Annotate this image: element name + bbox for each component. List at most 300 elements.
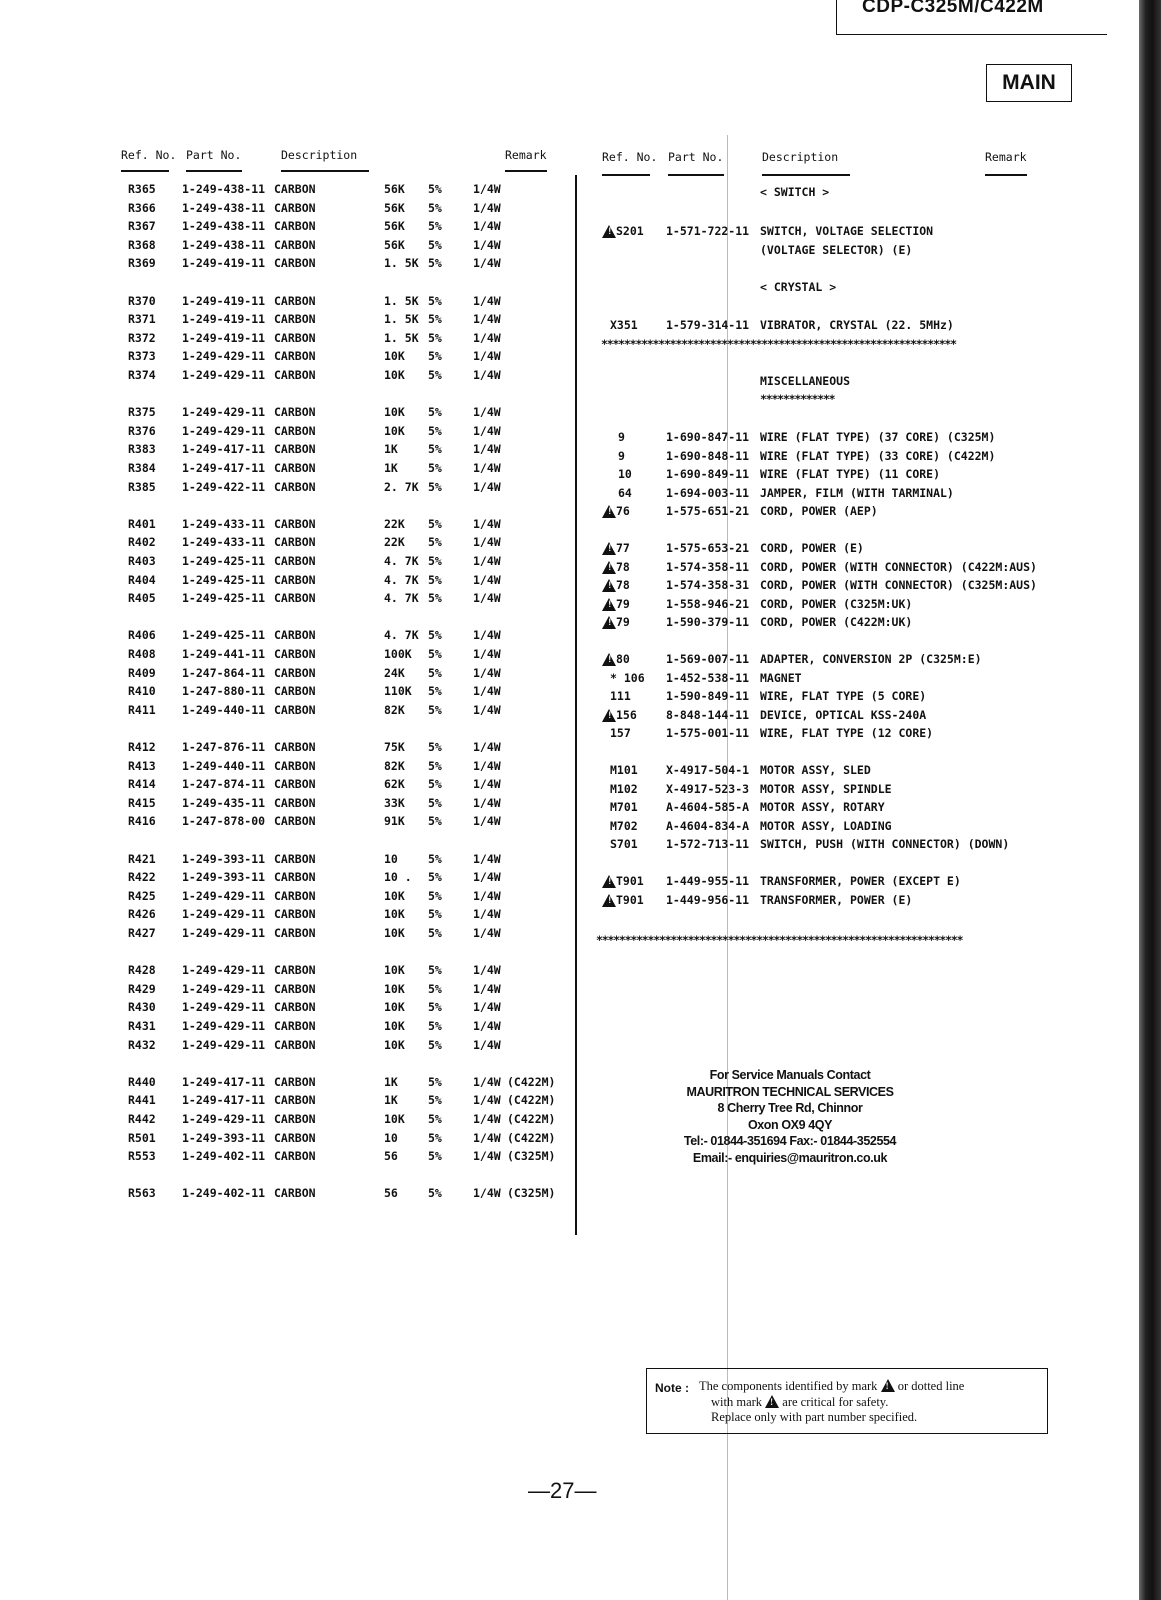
tolerance: 5% [428,851,442,866]
description: CARBON [274,907,316,922]
resistance-value: 10 . [384,870,412,885]
description: CARBON [274,349,316,364]
wattage: 1/4W [473,368,501,382]
tolerance: 5% [428,758,442,773]
warning-triangle-icon [602,875,616,888]
wattage: 1/4W [473,1037,501,1052]
description: CARBON [274,442,316,457]
resistance-value: 10 [384,851,398,866]
part-no: 1-249-433-11 [182,535,266,550]
part-no: 1-690-847-11 [666,430,750,444]
description: CARBON [274,702,316,717]
resistance-value: 75K [384,740,405,754]
tolerance: 5% [428,1000,442,1015]
ref-no: R429 [128,981,156,996]
tolerance: 5% [428,926,442,940]
wattage: 1/4W [473,665,501,680]
resistance-value: 10K [384,423,405,438]
ref-no: R425 [128,888,156,903]
part-no: 1-690-849-11 [666,467,750,481]
part-no: 1-249-425-11 [182,591,266,606]
part-no: 1-574-358-31 [666,578,750,592]
description: CARBON [274,795,316,810]
description: CORD, POWER (E) [760,541,864,555]
tolerance: 5% [428,1074,442,1089]
part-no: 1-694-003-11 [666,485,750,500]
wattage: 1/4W [473,1074,501,1089]
right-header-remark-underline [985,174,1027,176]
part-no: 1-249-429-11 [182,405,266,420]
part-no: 1-249-419-11 [182,312,266,327]
description: MOTOR ASSY, SPINDLE [760,781,892,796]
description: CARBON [274,647,316,661]
resistance-value: 24K [384,665,405,680]
tolerance: 5% [428,256,442,271]
description: CARBON [274,665,316,680]
part-no: 1-590-379-11 [666,615,750,629]
part-no: 1-249-440-11 [182,758,266,773]
part-no: 1-249-429-11 [182,981,266,996]
ref-no: R402 [128,535,156,550]
part-no: 1-249-429-11 [182,888,266,903]
description: CARBON [274,591,316,606]
description: CARBON [274,1019,316,1033]
part-no: 1-249-429-11 [182,1000,266,1015]
ref-no: R401 [128,516,156,531]
tolerance: 5% [428,219,442,234]
ref-no: R374 [128,368,156,382]
description: TRANSFORMER, POWER (E) [760,892,913,907]
ref-no: 9 [618,448,625,463]
part-no: 1-249-433-11 [182,516,266,531]
description: CARBON [274,1112,316,1126]
section-heading: MISCELLANEOUS [760,374,851,388]
part-no: 1-249-438-11 [182,237,266,252]
right-header-ref: Ref. No. [602,150,658,164]
resistance-value: 82K [384,702,405,717]
description: CARBON [274,870,316,885]
tolerance: 5% [428,293,442,308]
wattage: 1/4W [473,795,501,810]
part-no: 1-249-429-11 [182,907,266,922]
ref-no: R411 [128,702,156,717]
ref-no: R365 [128,182,156,196]
part-no: 1-452-538-11 [666,670,750,685]
ref-no: M101 [610,763,638,777]
ref-no: R410 [128,684,156,699]
tolerance: 5% [428,907,442,922]
resistance-value: 22K [384,535,405,550]
resistance-value: 10K [384,1037,405,1052]
ref-no: 79 [616,615,630,629]
ref-no: T901 [616,874,644,888]
ref-no: R375 [128,405,156,420]
wattage: 1/4W [473,293,501,308]
part-no: 1-249-419-11 [182,256,266,271]
description: SWITCH, PUSH (WITH CONNECTOR) (DOWN) [760,837,1010,851]
part-no: 1-249-425-11 [182,572,266,587]
resistance-value: 10K [384,1000,405,1015]
warning-triangle-icon [602,653,616,666]
description: CARBON [274,1149,316,1164]
ref-no: R376 [128,423,156,438]
tolerance: 5% [428,888,442,903]
description: CARBON [274,237,316,252]
tolerance: 5% [428,795,442,810]
wattage: 1/4W [473,461,501,475]
contact-line: MAURITRON TECHNICAL SERVICES [686,1084,894,1099]
description: WIRE (FLAT TYPE) (11 CORE) [760,467,941,481]
part-no: A-4604-585-A [666,800,750,814]
part-no: A-4604-834-A [666,818,750,833]
wattage: 1/4W [473,702,501,717]
tolerance: 5% [428,349,442,364]
part-no: 1-249-425-11 [182,628,266,643]
tolerance: 5% [428,1112,442,1126]
right-header-ref-underline [602,174,650,176]
part-no: 1-249-393-11 [182,1130,266,1145]
ref-no: R441 [128,1093,156,1108]
ref-no: X351 [610,318,638,332]
description: CARBON [274,1130,316,1145]
ref-no: R427 [128,926,156,940]
part-no: 1-247-874-11 [182,777,266,792]
left-header-remark: Remark [505,148,547,162]
wattage: 1/4W [473,349,501,364]
ref-no: R408 [128,647,156,661]
ref-no: R553 [128,1149,156,1164]
resistance-value: 1. 5K [384,256,419,271]
tolerance: 5% [428,684,442,699]
ref-no: R369 [128,256,156,271]
resistance-value: 1K [384,442,398,457]
left-header-part: Part No. [186,148,242,162]
note-label: Note : [655,1381,689,1395]
note-text: The components identified by mark [699,1379,878,1393]
tolerance: 5% [428,702,442,717]
part-no: 1-571-722-11 [666,224,750,238]
resistance-value: 110K [384,684,412,699]
page-number: —27— [528,1478,597,1503]
resistance-value: 91K [384,814,405,829]
part-no: 1-249-393-11 [182,870,266,885]
part-no: 1-249-429-11 [182,423,266,438]
wattage: 1/4W [473,200,501,215]
wattage: 1/4W [473,647,501,661]
tolerance: 5% [428,423,442,438]
resistance-value: 10K [384,405,405,420]
remark: (C325M) [507,1149,556,1164]
description: MAGNET [760,670,802,685]
description: CORD, POWER (C422M:UK) [760,615,913,629]
ref-no: M702 [610,818,638,833]
ref-no: R431 [128,1019,156,1033]
part-no: 1-249-422-11 [182,479,266,494]
contact-line: Tel:- 01844-351694 Fax:- 01844-352554 [683,1134,897,1148]
part-no: 1-249-417-11 [182,1093,266,1108]
resistance-value: 56K [384,219,405,234]
ref-no: S201 [616,224,644,238]
wattage: 1/4W [473,423,501,438]
description: WIRE (FLAT TYPE) (33 CORE) (C422M) [760,448,996,463]
resistance-value: 10K [384,368,405,382]
ref-no: R413 [128,758,156,773]
description: CARBON [274,628,316,643]
resistance-value: 1K [384,461,398,475]
ref-no: 77 [616,541,630,555]
description: CARBON [274,1037,316,1052]
part-no: 1-449-956-11 [666,892,750,907]
warning-triangle-icon [602,542,616,555]
resistance-value: 10K [384,981,405,996]
resistance-value: 82K [384,758,405,773]
tolerance: 5% [428,647,442,661]
description: CARBON [274,330,316,345]
part-no: 1-590-849-11 [666,689,750,703]
left-header-remark-underline [505,170,547,172]
ref-no: R426 [128,907,156,922]
description: CORD, POWER (AEP) [760,504,878,518]
part-no: 1-249-429-11 [182,926,266,940]
part-no: 1-249-441-11 [182,647,266,661]
warning-triangle-icon [602,225,616,238]
ref-no: R367 [128,219,156,234]
part-no: 1-249-429-11 [182,1112,266,1126]
description: CARBON [274,554,316,568]
ref-no: R563 [128,1186,156,1201]
tolerance: 5% [428,1149,442,1164]
part-no: 1-249-419-11 [182,293,266,308]
warning-triangle-icon [602,561,616,574]
description: CARBON [274,777,316,792]
warning-triangle-icon [881,1379,895,1392]
tolerance: 5% [428,1186,442,1201]
description: TRANSFORMER, POWER (EXCEPT E) [760,874,961,888]
description: CARBON [274,888,316,903]
part-no: 1-249-417-11 [182,1074,266,1089]
tolerance: 5% [428,535,442,550]
description: CARBON [274,516,316,531]
resistance-value: 1. 5K [384,330,419,345]
description: (VOLTAGE SELECTOR) (E) [760,242,913,257]
section-label: MAIN [986,64,1072,102]
ref-no: R384 [128,461,156,475]
part-no: 1-249-429-11 [182,1019,266,1033]
description: CARBON [274,963,316,978]
remark: (C422M) [507,1074,556,1089]
part-no: 1-690-848-11 [666,448,750,463]
part-no: 1-249-438-11 [182,200,266,215]
part-no: 1-249-435-11 [182,795,266,810]
ref-no: R403 [128,554,156,568]
description: CARBON [274,1093,316,1108]
tolerance: 5% [428,1130,442,1145]
ref-no: 78 [616,578,630,592]
contact-line: For Service Manuals Contact [709,1068,871,1082]
part-no: 1-249-438-11 [182,219,266,234]
description: WIRE (FLAT TYPE) (37 CORE) (C325M) [760,430,996,444]
wattage: 1/4W [473,628,501,643]
resistance-value: 1. 5K [384,312,419,327]
part-no: 1-249-429-11 [182,368,266,382]
resistance-value: 56K [384,182,405,196]
note-text: or dotted line [897,1379,965,1393]
description: WIRE, FLAT TYPE (12 CORE) [760,726,934,740]
contact-line: Email:- enquiries@mauritron.co.uk [692,1150,888,1165]
part-no: 1-574-358-11 [666,559,750,574]
left-header-ref: Ref. No. [121,148,177,162]
warning-triangle-icon [602,894,616,907]
ref-no: R371 [128,312,156,327]
description: CARBON [274,423,316,438]
description: CARBON [274,312,316,327]
description: CARBON [274,1000,316,1015]
part-no: 1-249-438-11 [182,182,266,196]
ref-no: 76 [616,504,630,518]
description: CARBON [274,758,316,773]
wattage: 1/4W [473,479,501,494]
tolerance: 5% [428,368,442,382]
description: CARBON [274,1186,316,1201]
part-no: 1-249-417-11 [182,442,266,457]
tolerance: 5% [428,628,442,643]
description: CARBON [274,368,316,382]
separator-stars: ************* [760,392,835,406]
resistance-value: 10K [384,1019,405,1033]
description: CARBON [274,926,316,940]
ref-no: 111 [610,689,631,703]
ref-no: R422 [128,870,156,885]
description: CORD, POWER (WITH CONNECTOR) (C325M:AUS) [760,578,1037,592]
scan-edge [1139,0,1161,1600]
wattage: 1/4W [473,256,501,271]
wattage: 1/4W [473,981,501,996]
tolerance: 5% [428,981,442,996]
resistance-value: 10K [384,888,405,903]
description: CARBON [274,981,316,996]
warning-triangle-icon [602,616,616,629]
resistance-value: 56K [384,237,405,252]
ref-no: R368 [128,237,156,252]
description: MOTOR ASSY, ROTARY [760,800,885,814]
part-no: X-4917-523-3 [666,781,750,796]
resistance-value: 4. 7K [384,554,419,568]
description: CARBON [274,293,316,308]
resistance-value: 4. 7K [384,572,419,587]
part-no: 1-575-651-21 [666,504,750,518]
right-header-part: Part No. [668,150,724,164]
resistance-value: 62K [384,777,405,792]
ref-no: 80 [616,652,630,666]
description: CARBON [274,405,316,420]
part-no: 1-249-425-11 [182,554,266,568]
wattage: 1/4W [473,777,501,792]
wattage: 1/4W [473,572,501,587]
ref-no: R404 [128,572,156,587]
part-no: 1-558-946-21 [666,596,750,611]
ref-no: 10 [618,467,632,481]
wattage: 1/4W [473,926,501,940]
part-no: 1-249-429-11 [182,1037,266,1052]
wattage: 1/4W [473,405,501,420]
tolerance: 5% [428,312,442,327]
wattage: 1/4W [473,888,501,903]
ref-no: R415 [128,795,156,810]
ref-no: M102 [610,781,638,796]
tolerance: 5% [428,1037,442,1052]
note-text: with mark [711,1395,763,1409]
section-heading: < SWITCH > [760,185,830,199]
ref-no: 9 [618,430,625,444]
ref-no: R373 [128,349,156,364]
resistance-value: 10K [384,1112,405,1126]
resistance-value: 10K [384,907,405,922]
description: CARBON [274,535,316,550]
tolerance: 5% [428,963,442,978]
left-header-desc-underline [281,170,369,172]
ref-no: S701 [610,837,638,851]
part-no: 1-249-417-11 [182,461,266,475]
tolerance: 5% [428,200,442,215]
wattage: 1/4W [473,963,501,978]
tolerance: 5% [428,182,442,196]
resistance-value: 10K [384,963,405,978]
description: WIRE, FLAT TYPE (5 CORE) [760,689,927,703]
ref-no: 157 [610,726,631,740]
resistance-value: 2. 7K [384,479,419,494]
description: CARBON [274,814,316,829]
part-no: 1-249-419-11 [182,330,266,345]
wattage: 1/4W [473,684,501,699]
tolerance: 5% [428,740,442,754]
description: CARBON [274,182,316,196]
description: VIBRATOR, CRYSTAL (22. 5MHz) [760,318,954,332]
warning-triangle-icon [765,1395,779,1408]
ref-no: 156 [616,707,637,722]
ref-no: R372 [128,330,156,345]
tolerance: 5% [428,479,442,494]
part-no: 1-575-653-21 [666,541,750,555]
wattage: 1/4W [473,1019,501,1033]
wattage: 1/4W [473,1130,501,1145]
part-no: 1-249-429-11 [182,349,266,364]
wattage: 1/4W [473,554,501,568]
note-text: Replace only with part number specified. [711,1410,918,1424]
right-header-desc-underline [762,174,850,176]
remark: (C325M) [507,1186,556,1201]
wattage: 1/4W [473,182,501,196]
description: MOTOR ASSY, SLED [760,763,871,777]
resistance-value: 56 [384,1186,398,1201]
ref-no: R421 [128,851,156,866]
ref-no: R412 [128,740,156,754]
wattage: 1/4W [473,1186,501,1201]
description: CARBON [274,684,316,699]
description: CARBON [274,461,316,475]
resistance-value: 10 [384,1130,398,1145]
left-header-desc: Description [281,148,358,162]
resistance-value: 56 [384,1149,398,1164]
part-no: X-4917-504-1 [666,763,750,777]
column-divider [575,175,577,1235]
part-no: 1-249-440-11 [182,702,266,717]
wattage: 1/4W [473,219,501,234]
description: CARBON [274,740,316,754]
warning-triangle-icon [602,579,616,592]
wattage: 1/4W [473,870,501,885]
ref-no: R409 [128,665,156,680]
tolerance: 5% [428,1093,442,1108]
